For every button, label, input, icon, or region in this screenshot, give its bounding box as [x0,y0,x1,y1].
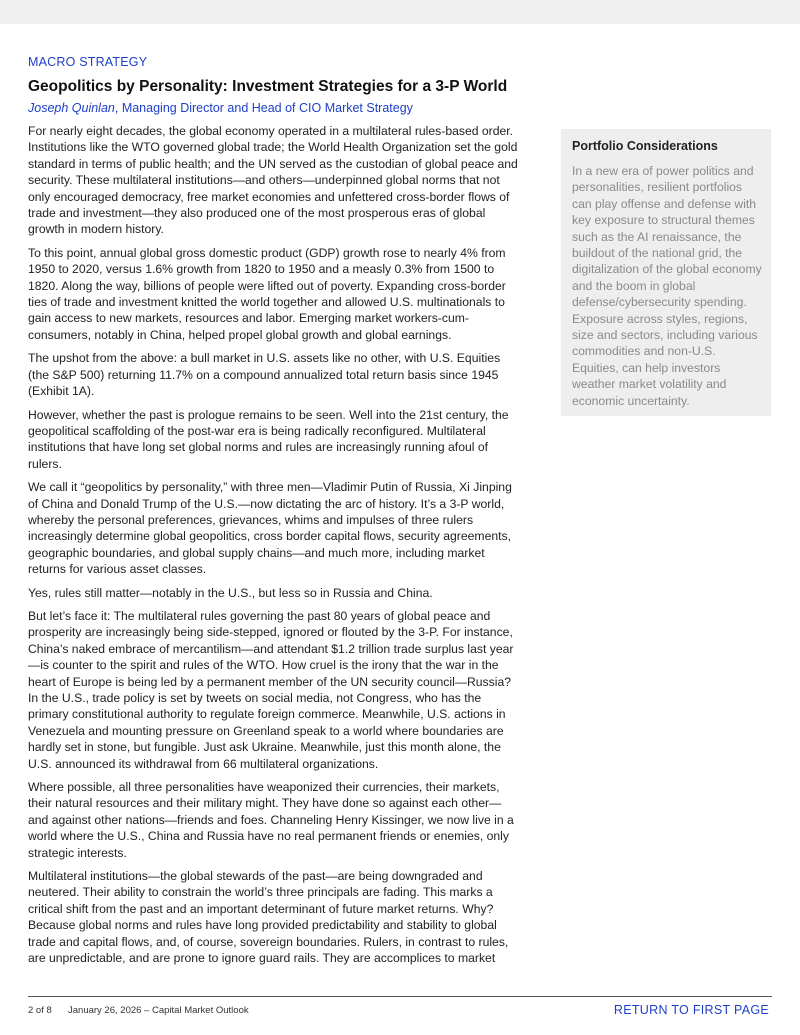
body-paragraph: Yes, rules still matter—notably in the U.S., but less so in Russia and China. [28,585,433,600]
author-name: Joseph Quinlan [28,101,115,115]
publication-date: January 26, 2026 – Capital Market Outlook [68,1005,249,1016]
section-label: MACRO STRATEGY [28,55,148,69]
portfolio-considerations-box [561,129,771,416]
body-paragraph: Where possible, all three personalities have weaponized their currencies, their markets, their natural resources and their military might. They have done so against each other—and against other nations—friends and foes. Channeling Henry Kissinger, we now live in a world where the U.S., China and Russia have no real permanent friends or enemies, only strategic interests. [28,780,514,860]
footer-divider [28,996,772,997]
byline [28,101,413,115]
body-paragraph: Multilateral institutions—the global stewards of the past—are being downgraded and neutered. Their ability to constrain the world’s three principals are fading. This marks a critical shift from the past and an important determinant of future market returns. Why? Because global norms and rules have long provided predictability and stability to global trade and capital flows, and, of course, sovereign boundaries. Rulers, in contrast to rules, are unpredictable, and are prone to ignore guard rails. They are accomplices to market [28,869,509,966]
body-paragraph: But let’s face it: The multilateral rules governing the past 80 years of global peace and prosperity are increasingly being side-stepped, ignored or flouted by the 3-P. For instance, China’s naked embrace of mercantilism—and attendant $1.2 trillion trade surplus last year—is counter to the spirit and rules of the WTO. How cruel is the irony that the war in the heart of Europe is being led by a permanent member of the UN security council—Russia? In the U.S., trade policy is set by tweets on social media, not Congress, who has the primary constitutional authority to regulate foreign commerce. Meanwhile, U.S. actions in Venezuela and mounting pressure on Greenland speak to a world where boundaries are hardly set in stone, but fungible. Just ask Ukraine. Meanwhile, just this month alone, the U.S. announced its withdrawal from 66 multilateral organizations. [28,608,514,771]
body-paragraph: The upshot from the above: a bull market in U.S. assets like no other, with U.S. Equities (the S&P 500) returning 11.7% on a compound annualized total return basis since 1945 (Exhibit 1A). [28,351,501,399]
sidebar-title: Portfolio Considerations [572,139,718,153]
body-paragraph: However, whether the past is prologue remains to be seen. Well into the 21st century, the geopolitical scaffolding of the post-war era is being radically reconfigured. Multilateral institutions that have long set global norms and rules are increasingly running afoul of rulers. [28,407,509,471]
top-band [0,0,800,24]
body-paragraph: To this point, annual global gross domestic product (GDP) growth rose to nearly 4% from 1950 to 2020, versus 1.6% growth from 1820 to 1950 and a measly 0.3% from 1500 to 1820. Along the way, billions of people were lifted out of poverty. Expanding cross-border ties of trade and investment knitted the world together and allowed U.S. multinationals to gain access to new markets, resources and labor. Emerging market workers-cum-consumers, notably in China, helped propel global growth and global earnings. [28,245,506,342]
article-body [28,123,520,974]
return-to-first-page-link[interactable]: RETURN TO FIRST PAGE [613,1003,769,1017]
body-paragraph: We call it “geopolitics by personality,” with three men—Vladimir Putin of Russia, Xi Jinping of China and Donald Trump of the U.S.—now dictating the arc of history. It’s a 3-P world, whereby the personal preferences, grievances, whims and impulses of three rulers increasingly determine global geopolitics, cross border capital flows, security agreements, geographic boundaries, and global supply chains—and much more, including market returns for various asset classes. [28,480,512,577]
sidebar-text: In a new era of power politics and personalities, resilient portfolios can play offense and defense with key exposure to structural themes such as the AI renaissance, the buildout of the national grid, the digitalization of the global economy and the boom in global defense/cybersecurity spending. Exposure across styles, regions, size and sectors, including various commodities and non-U.S. Equities, can help investors weather market volatility and economic uncertainty. [572,164,762,408]
article-title: Geopolitics by Personality: Investment Strategies for a 3-P World [28,78,508,95]
author-role: , Managing Director and Head of CIO Market Strategy [114,101,413,115]
body-paragraph: For nearly eight decades, the global economy operated in a multilateral rules-based order. Institutions like the WTO governed global trade; the World Health Organization set the gold standard in terms of public health; and the UN served as the custodian of global peace and security. These multilateral institutions—and others—underpinned global norms that not only encouraged democracy, free market economies and unfettered cross-border flows of trade and investment—they also produced one of the most prosperous eras of global growth in modern history. [28,124,518,237]
page-number: 2 of 8 [28,1005,52,1016]
